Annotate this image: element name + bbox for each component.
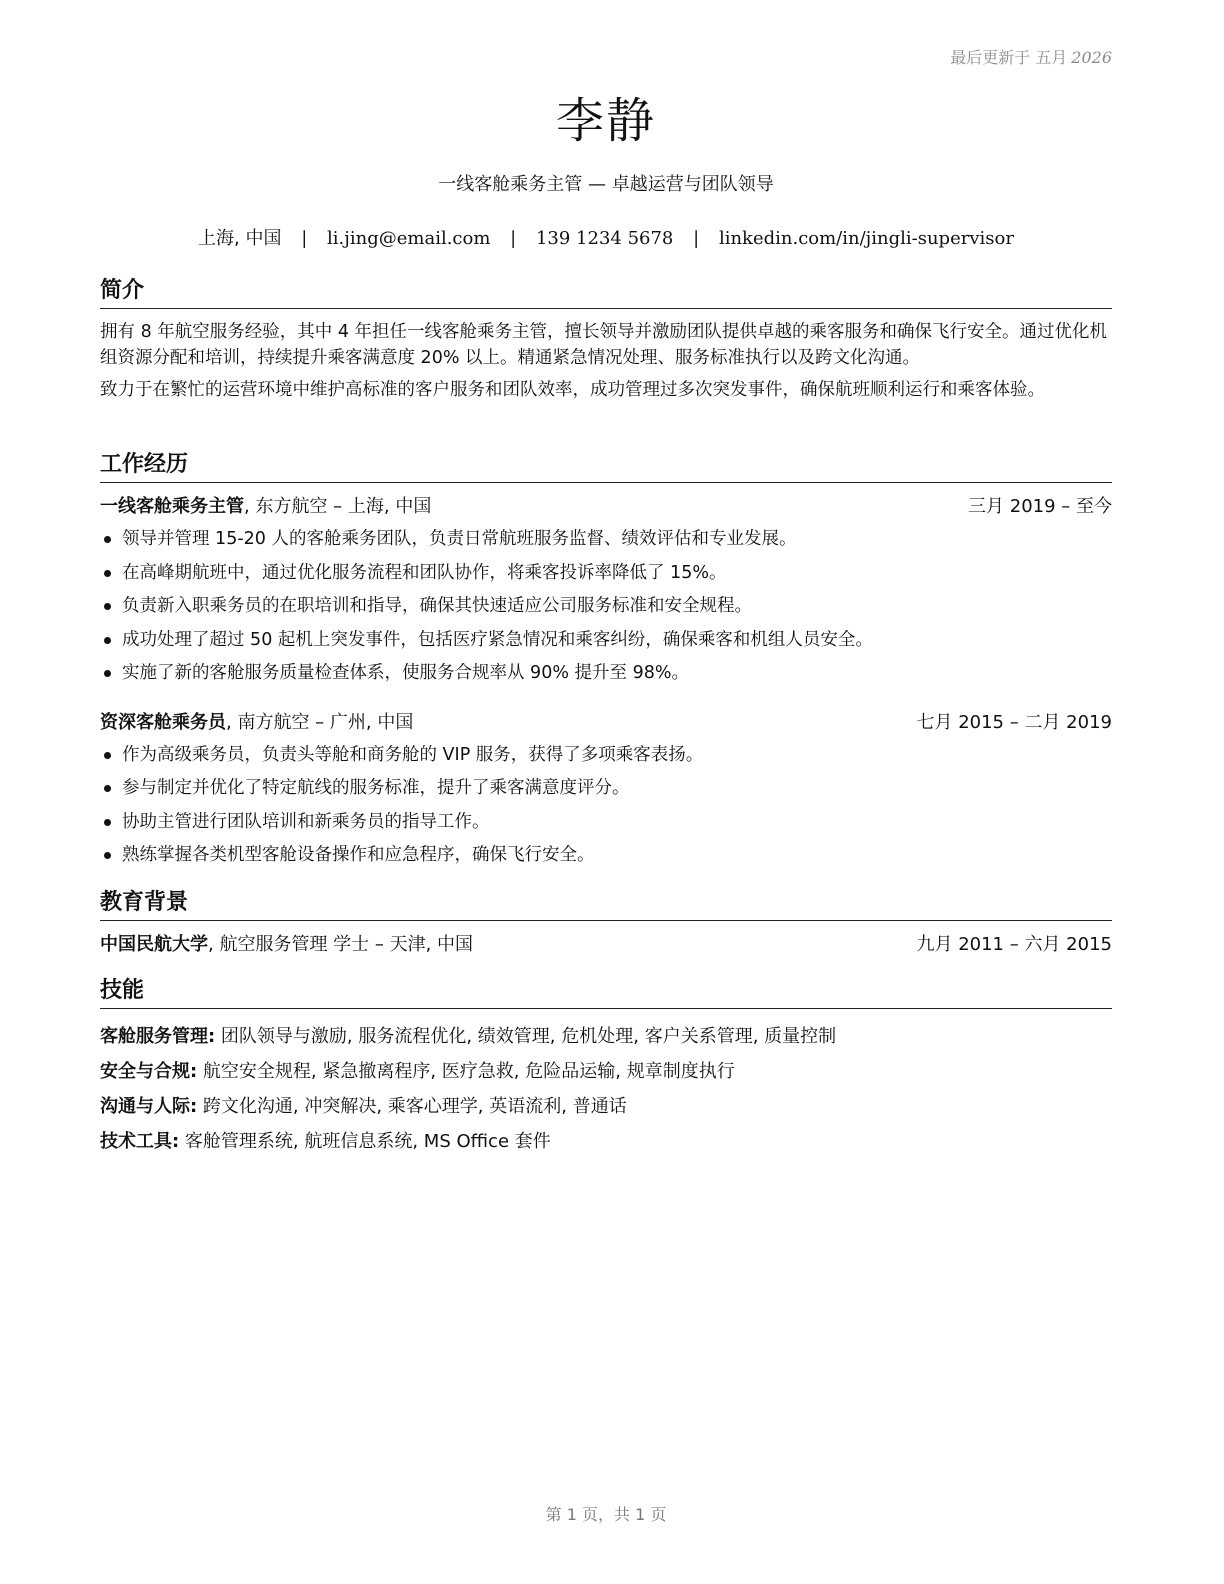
- contact-location: 上海, 中国: [198, 228, 282, 249]
- resume-page: [100, 0, 1112, 1584]
- summary-section: [100, 276, 1112, 409]
- last-updated-year: 2026: [1071, 48, 1112, 67]
- candidate-name: 李静: [555, 93, 656, 149]
- job-bullet: 在高峰期航班中，通过优化服务流程和团队协作，将乘客投诉率降低了 15%。: [100, 557, 1112, 591]
- education-section: [100, 888, 1112, 959]
- job-header: [100, 709, 1112, 737]
- skills-section: [100, 976, 1112, 1159]
- skill-category: 客舱服务管理:: [100, 1026, 216, 1047]
- job-entry: [100, 493, 1112, 691]
- job-bullet: 负责新入职乘务员的在职培训和指导，确保其快速适应公司服务标准和安全规程。: [100, 590, 1112, 624]
- job-dates: 三月 2019 – 至今: [968, 496, 1112, 517]
- job-bullet: 领导并管理 15-20 人的客舱乘务团队，负责日常航班服务监督、绩效评估和专业发展。: [100, 523, 1112, 557]
- skill-row: [100, 1124, 1112, 1159]
- last-updated-label: 最后更新于 五月: [950, 48, 1068, 67]
- job-bullets: [100, 523, 1112, 691]
- job-bullet: 作为高级乘务员，负责头等舱和商务舱的 VIP 服务，获得了多项乘客表扬。: [100, 739, 1112, 773]
- skill-items: 团队领导与激励, 服务流程优化, 绩效管理, 危机处理, 客户关系管理, 质量控制: [215, 1026, 837, 1047]
- education-school: 中国民航大学: [100, 934, 208, 955]
- summary-paragraph: 拥有 8 年航空服务经验，其中 4 年担任一线客舱乘务主管，擅长领导并激励团队提供卓越的乘客服务和确保飞行安全。通过优化机组资源分配和培训，持续提升乘客满意度 20% 以上。精通紧急情况处理、服务标准执行以及跨文化沟通。: [100, 322, 1108, 368]
- job-bullet: 熟练掌握各类机型客舱设备操作和应急程序，确保飞行安全。: [100, 839, 1112, 873]
- page-footer: 第 1 页，共 1 页: [545, 1505, 667, 1524]
- job-bullet: 参与制定并优化了特定航线的服务标准，提升了乘客满意度评分。: [100, 772, 1112, 806]
- job-bullet: 成功处理了超过 50 起机上突发事件，包括医疗紧急情况和乘客纠纷，确保乘客和机组人员安全。: [100, 624, 1112, 658]
- education-dates: 九月 2011 – 六月 2015: [916, 934, 1112, 955]
- job-bullet: 协助主管进行团队培训和新乘务员的指导工作。: [100, 806, 1112, 840]
- skill-category: 安全与合规:: [100, 1061, 198, 1082]
- education-title: 教育背景: [100, 888, 1112, 921]
- job-header: [100, 493, 1112, 521]
- summary-paragraph: 致力于在繁忙的运营环境中维护高标准的客户服务和团队效率，成功管理过多次突发事件，确保航班顺利运行和乘客体验。: [100, 380, 1045, 400]
- skill-category: 技术工具:: [100, 1131, 180, 1152]
- headline: 一线客舱乘务主管 — 卓越运营与团队领导: [438, 174, 774, 195]
- education-detail: , 航空服务管理 学士 – 天津, 中国: [208, 934, 474, 955]
- contact-separator: |: [301, 228, 308, 249]
- job-bullets: [100, 739, 1112, 873]
- skill-items: 航空安全规程, 紧急撤离程序, 医疗急救, 危险品运输, 规章制度执行: [197, 1061, 735, 1082]
- education-line: [100, 931, 473, 959]
- job-org: , 东方航空 – 上海, 中国: [244, 496, 432, 517]
- contact-separator: |: [693, 228, 700, 249]
- job-dates: 七月 2015 – 二月 2019: [916, 711, 1112, 733]
- skill-row: [100, 1019, 1112, 1054]
- job-bullet: 实施了新的客舱服务质量检查体系，使服务合规率从 90% 提升至 98%。: [100, 657, 1112, 691]
- skill-items: 客舱管理系统, 航班信息系统, MS Office 套件: [179, 1131, 551, 1152]
- skill-items: 跨文化沟通, 冲突解决, 乘客心理学, 英语流利, 普通话: [197, 1096, 627, 1117]
- skill-category: 沟通与人际:: [100, 1096, 198, 1117]
- education-entry: [100, 931, 1112, 959]
- skills-title: 技能: [100, 976, 1112, 1009]
- job-role: 资深客舱乘务员: [100, 711, 226, 733]
- job-entry: [100, 709, 1112, 873]
- job-role: 一线客舱乘务主管: [100, 496, 244, 517]
- experience-title: 工作经历: [100, 450, 1112, 483]
- skill-row: [100, 1089, 1112, 1124]
- skill-row: [100, 1054, 1112, 1089]
- contact-email[interactable]: li.jing@email.com: [327, 228, 491, 249]
- contact-separator: |: [510, 228, 517, 249]
- summary-title: 简介: [100, 276, 1112, 309]
- contact-linkedin[interactable]: linkedin.com/in/jingli-supervisor: [718, 228, 1014, 249]
- contact-phone: 139 1234 5678: [535, 228, 674, 249]
- experience-section: [100, 450, 1112, 873]
- job-org: , 南方航空 – 广州, 中国: [226, 711, 414, 733]
- job-role-line: [100, 709, 413, 737]
- last-updated: [950, 45, 1112, 68]
- job-role-line: [100, 493, 431, 521]
- contact-line: [100, 224, 1112, 250]
